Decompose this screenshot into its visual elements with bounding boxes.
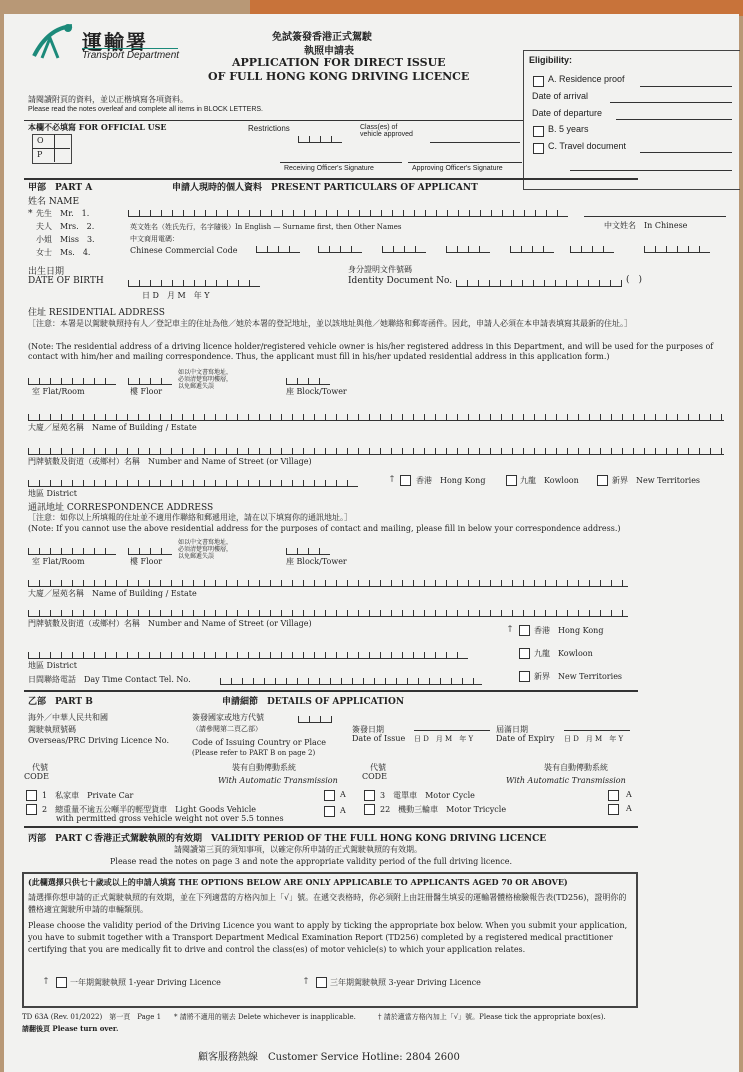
code-label-zh-left: 代號 <box>32 763 48 772</box>
code-22-auto-label: A <box>626 804 632 813</box>
receiving-officer-signature: Receiving Officer's Signature <box>284 165 374 172</box>
date-of-expiry-zh: 屆滿日期 <box>496 725 528 734</box>
part-a-label: 甲部 PART A <box>28 183 93 193</box>
customer-service-hotline: 顧客服務熱線 Customer Service Hotline: 2804 2600 <box>198 1052 460 1063</box>
corr-flat-field[interactable] <box>28 544 116 555</box>
instructions-en: Please read the notes overleaf and complete all items in BLOCK LETTERS. <box>28 106 264 113</box>
residential-note-en: (Note: The residential address of a driving licence holder/registered vehicle owner is his/her registered address in this Department, and will be used for the purposes of contact with him/her and mailing correspondence. Thus, the applicant must fill in his/her updated residential address in this application form.) <box>28 342 714 361</box>
code-22-label: 22 機動三輪車 Motor Tricycle <box>380 805 507 814</box>
date-of-issue-zh: 簽發日期 <box>352 725 384 734</box>
corr-block-field[interactable] <box>286 544 330 555</box>
class-approved-label: Class(es) of vehicle approved <box>360 124 413 138</box>
eligibility-title: Eligibility: <box>529 55 573 65</box>
turn-over: 請翻後頁 Please turn over. <box>22 1024 119 1033</box>
part-c-label: 丙部 PART C <box>28 834 93 844</box>
residential-address-label: 住址 RESIDENTIAL ADDRESS <box>28 308 165 318</box>
tel-field[interactable] <box>220 674 482 685</box>
opt1-dagger: † <box>44 976 48 985</box>
dob-dmy: 日 D 月 M 年 Y <box>142 291 210 300</box>
ccc-field-4[interactable] <box>446 242 490 253</box>
ccc-field-2[interactable] <box>318 242 362 253</box>
country-code-label-en: Code of Issuing Country or Place <box>192 738 327 747</box>
corr-district-field[interactable] <box>28 648 468 659</box>
res-kowloon-label: 九龍 Kowloon <box>520 476 579 485</box>
date-of-arrival-label: Date of arrival <box>532 91 589 101</box>
delete-note: * 請將不適用的剔去 Delete whichever is inapplicable. <box>174 1013 356 1021</box>
corr-flat-label: 室 Flat/Room <box>32 557 85 566</box>
travel-document-checkbox[interactable] <box>533 143 544 154</box>
res-district-field[interactable] <box>28 476 358 487</box>
residential-note-zh: ［注意：本署是以駕駛執照持有人／登記車主的住址為他／她於本署的登記地址，並以該地址與他／她聯絡和郵寄函件。因此，申請人必須在本申請表填寫其最新的住址。］ <box>28 319 632 328</box>
title-option-miss[interactable]: 小姐 Miss 3. <box>36 235 95 244</box>
aged-70-title: (此欄選擇只供七十歲或以上的申請人填寫 THE OPTIONS BELOW ARE ONLY APPLICABLE TO APPLICANTS AGED 70 OR ABOVE) <box>28 877 568 887</box>
corr-street-field[interactable] <box>28 606 628 617</box>
country-code-label-zh-1: 簽發國家或地方代號 <box>192 713 264 722</box>
title-option-mr[interactable]: 先生 Mr. 1. <box>36 209 90 218</box>
res-nt-label: 新界 New Territories <box>612 476 701 485</box>
part-a-title: 申請人現時的個人資料 PRESENT PARTICULARS OF APPLICANT <box>172 183 478 193</box>
code-2-label-line2: with permitted gross vehicle weight not over 5.5 tonnes <box>56 814 284 823</box>
corr-hk-checkbox[interactable] <box>519 625 530 636</box>
code-3-checkbox[interactable] <box>364 790 375 801</box>
code-1-checkbox[interactable] <box>26 790 37 801</box>
code-1-auto-checkbox[interactable] <box>324 790 335 801</box>
corr-floor-note: 如以中文書寫地址，必須清楚寫明樓層，以免郵遞失誤 <box>178 539 233 560</box>
id-check-digit[interactable]: ( ) <box>626 275 643 285</box>
tick-note: † 請於適當方格內加上「√」號。Please tick the appropriate box(es). <box>378 1013 606 1021</box>
code-2-auto-checkbox[interactable] <box>324 806 335 817</box>
code-3-auto-label: A <box>626 790 632 799</box>
ccc-field-1[interactable] <box>256 242 300 253</box>
code-22-checkbox[interactable] <box>364 804 375 815</box>
code-2-auto-label: A <box>340 806 346 815</box>
code-1-label: 1 私家車 Private Car <box>42 791 134 800</box>
dept-name-zh: 運輸署 <box>82 30 148 54</box>
part-c-title: 香港正式駕駛執照的有效期 VALIDITY PERIOD OF THE FULL HONG KONG DRIVING LICENCE <box>94 834 547 844</box>
corr-building-label: 大廈／屋苑名稱 Name of Building / Estate <box>28 589 197 598</box>
res-flat-field[interactable] <box>28 374 116 385</box>
dob-label-zh: 出生日期 <box>28 267 65 277</box>
country-code-label-zh-2: （請參閱第二頁乙部） <box>192 725 262 733</box>
ccc-field-7[interactable] <box>644 242 710 253</box>
date-of-expiry-en: Date of Expiry <box>496 734 555 743</box>
opt3-dagger: † <box>304 976 308 985</box>
name-label: 姓名 NAME <box>28 197 80 207</box>
country-code-field[interactable] <box>298 710 332 723</box>
code-label-en-left: CODE <box>24 772 49 781</box>
approving-officer-signature: Approving Officer's Signature <box>412 165 503 172</box>
id-number-field[interactable] <box>456 276 622 287</box>
code-2-label: 2 總重量不逾五公噸半的輕型貨車 Light Goods Vehicle <box>42 805 257 814</box>
eligibility-box <box>523 50 740 190</box>
date-of-issue-dmy: 日 D 月 M 年 Y <box>414 735 474 743</box>
auto-zh-right: 裝有自動傳動系統 <box>544 763 608 772</box>
res-building-label: 大廈／屋苑名稱 Name of Building / Estate <box>28 423 197 432</box>
one-year-licence-checkbox[interactable] <box>56 977 67 988</box>
aged-70-note-en: Please choose the validity period of the Driving Licence you want to apply by ticking the appropriate box below. When you submit your application, you have to submit together with a Transport Department Medical Examination Report (TD256) completed by a registered medical practitioner certifying that you are medically fit to drive and control the class(es) of motor vehicle(s) to which your application relates. <box>28 921 628 954</box>
corr-kowloon-label: 九龍 Kowloon <box>534 649 593 658</box>
instructions-zh: 請閱讀附頁的資料，並以正楷填寫各項資料。 <box>28 95 188 104</box>
title-zh-2: 執照申請表 <box>304 46 354 57</box>
res-floor-label: 樓 Floor <box>130 387 163 396</box>
corr-street-label: 門牌號數及街道（或鄉村）名稱 Number and Name of Street (or Village) <box>28 619 312 628</box>
official-o: O <box>37 136 44 145</box>
res-building-field[interactable] <box>28 410 724 421</box>
three-year-licence-label: 三年期駕駛執照 3-year Driving Licence <box>330 978 481 987</box>
english-name-label: 英文姓名（姓氏先行，名字隨後）In English — Surname first, then Other Names <box>130 223 402 231</box>
ccc-field-3[interactable] <box>382 242 426 253</box>
form-number: TD 63A (Rev. 01/2022) 第一頁 Page 1 <box>22 1013 162 1021</box>
correspondence-note-zh: ［注意：如你以上所填報的住址並不適用作聯絡和郵遞用途，請在以下填寫你的通訊地址。］ <box>28 513 352 522</box>
id-label-zh: 身分證明文件號碼 <box>348 265 412 274</box>
ccc-field-6[interactable] <box>570 242 614 253</box>
english-name-field[interactable] <box>128 206 568 217</box>
code-22-auto-checkbox[interactable] <box>608 804 619 815</box>
overseas-label-en: Overseas/PRC Driving Licence No. <box>28 736 170 745</box>
three-year-licence-checkbox[interactable] <box>316 977 327 988</box>
res-floor-note: 如以中文書寫地址，必須清楚寫明樓層，以免郵遞失誤 <box>178 369 233 390</box>
application-form <box>4 14 739 1072</box>
date-of-departure-label: Date of departure <box>532 108 603 118</box>
corr-floor-field[interactable] <box>128 544 172 555</box>
res-floor-field[interactable] <box>128 374 172 385</box>
overseas-label-zh-2: 駕駛執照號碼 <box>28 725 76 734</box>
res-street-label: 門牌號數及街道（或鄉村）名稱 Number and Name of Street (or Village) <box>28 457 312 466</box>
corr-region-dagger: † <box>508 624 512 633</box>
one-year-licence-label: 一年期駕駛執照 1-year Driving Licence <box>70 978 221 987</box>
date-of-issue-en: Date of Issue <box>352 734 406 743</box>
correspondence-address-label: 通訊地址 CORRESPONDENCE ADDRESS <box>28 503 214 513</box>
dob-label-en: DATE OF BIRTH <box>28 276 104 286</box>
res-hk-checkbox[interactable] <box>400 475 411 486</box>
title-zh-1: 免試簽發香港正式駕駛 <box>272 32 372 43</box>
correspondence-note-en: (Note: If you cannot use the above residential address for the purposes of contact and mailing, please fill in below your correspondence address.) <box>28 524 621 533</box>
corr-kowloon-checkbox[interactable] <box>519 648 530 659</box>
res-block-label: 座 Block/Tower <box>286 387 347 396</box>
code-1-auto-label: A <box>340 790 346 799</box>
ccc-label-zh: 中文商用電碼： <box>130 235 179 243</box>
dob-field[interactable] <box>128 276 260 287</box>
res-block-field[interactable] <box>286 374 330 385</box>
restrictions-label: Restrictions <box>248 124 290 133</box>
code-3-label: 3 電單車 Motor Cycle <box>380 791 475 800</box>
title-en-2: OF FULL HONG KONG DRIVING LICENCE <box>208 70 470 83</box>
title-option-mrs[interactable]: 夫人 Mrs. 2. <box>36 222 95 231</box>
part-c-sub-en: Please read the notes on page 3 and note the appropriate validity period of the full driving licence. <box>110 857 513 866</box>
part-b-label: 乙部 PART B <box>28 697 93 707</box>
restrictions-field[interactable] <box>298 132 342 143</box>
part-c-sub-zh: 請閱讀第三頁的須知事項，以確定你所申請的正式駕駛執照的有效期。 <box>174 845 422 854</box>
title-star: * <box>28 209 33 219</box>
five-years-checkbox[interactable] <box>533 126 544 137</box>
dept-name-en: Transport Department <box>82 50 180 61</box>
country-code-ref: (Please refer to PART B on page 2) <box>192 749 316 757</box>
corr-district-label: 地區 District <box>28 661 77 670</box>
res-hk-label: 香港 Hong Kong <box>416 476 486 485</box>
res-kowloon-checkbox[interactable] <box>506 475 517 486</box>
res-street-field[interactable] <box>28 444 724 455</box>
chinese-name-label: 中文姓名 In Chinese <box>604 221 688 230</box>
id-label-en: Identity Document No. <box>348 276 453 286</box>
residence-proof-label: A. Residence proof <box>548 74 625 84</box>
code-3-auto-checkbox[interactable] <box>608 790 619 801</box>
travel-document-label: C. Travel document <box>548 141 627 151</box>
date-of-expiry-dmy: 日 D 月 M 年 Y <box>564 735 624 743</box>
auto-en-right: With Automatic Transmission <box>506 776 626 785</box>
title-option-ms[interactable]: 女士 Ms. 4. <box>36 248 91 257</box>
auto-zh-left: 裝有自動傳動系統 <box>232 763 296 772</box>
overseas-label-zh-1: 海外／中華人民共和國 <box>28 713 108 722</box>
corr-block-label: 座 Block/Tower <box>286 557 347 566</box>
code-2-checkbox[interactable] <box>26 804 37 815</box>
auto-en-left: With Automatic Transmission <box>218 776 338 785</box>
res-region-dagger: † <box>390 474 394 483</box>
res-nt-checkbox[interactable] <box>597 475 608 486</box>
official-use-label: 本欄不必填寫 FOR OFFICIAL USE <box>28 122 167 132</box>
corr-floor-label: 樓 Floor <box>130 557 163 566</box>
code-label-zh-right: 代號 <box>370 763 386 772</box>
residence-proof-checkbox[interactable] <box>533 76 544 87</box>
title-en-1: APPLICATION FOR DIRECT ISSUE <box>232 56 446 69</box>
corr-building-field[interactable] <box>28 576 628 587</box>
official-p: P <box>37 150 43 159</box>
ccc-label-en: Chinese Commercial Code <box>130 246 238 255</box>
code-label-en-right: CODE <box>362 772 387 781</box>
corr-hk-label: 香港 Hong Kong <box>534 626 604 635</box>
res-district-label: 地區 District <box>28 489 77 498</box>
corr-nt-checkbox[interactable] <box>519 671 530 682</box>
transport-department-logo-icon <box>28 18 78 64</box>
part-b-title: 申請細節 DETAILS OF APPLICATION <box>222 697 405 707</box>
res-flat-label: 室 Flat/Room <box>32 387 85 396</box>
corr-nt-label: 新界 New Territories <box>534 672 623 681</box>
aged-70-note-zh: 請選擇你想申請的正式駕駛執照的有效期，並在下列適當的方格內加上「√」號。在遞交表格時，你必須附上由註冊醫生填妥的運輸署體格檢驗報告表(TD256)，證明你的體格適宜駕駛所申請的車輛類別。 <box>28 893 627 914</box>
tel-label: 日間聯絡電話 Day Time Contact Tel. No. <box>28 675 191 684</box>
five-years-label: B. 5 years <box>548 124 589 134</box>
ccc-field-5[interactable] <box>510 242 554 253</box>
